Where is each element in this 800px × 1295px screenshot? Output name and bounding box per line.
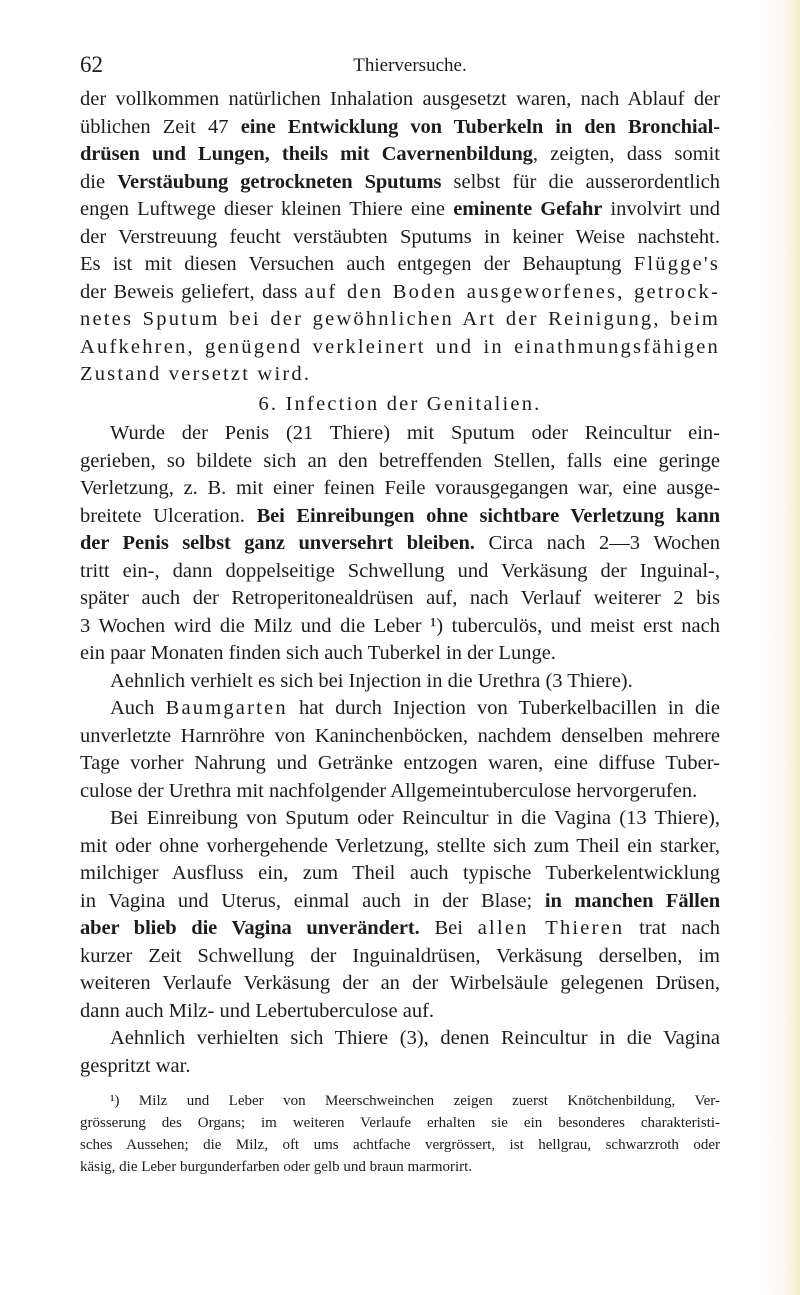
text-line <box>80 141 720 169</box>
text-line <box>80 169 720 197</box>
text-run: Aehnlich verhielt es sich bei Injection in die Urethra (3 Thiere). <box>110 669 633 692</box>
text-line <box>80 943 720 971</box>
section-heading-text: 6. Infection der Genitalien. <box>258 392 542 415</box>
text-run: milchiger Ausfluss ein, zum Theil auch typische Tuberkelentwicklung <box>80 862 720 884</box>
text-line <box>80 778 720 806</box>
emphasis-bold: Verstäubung getrockneten Sputums <box>117 170 442 193</box>
text-line <box>80 196 720 224</box>
text-run: Verletzung, z. B. mit einer feinen Feile vorausgegangen war, eine ausge- <box>80 477 720 499</box>
text-run: Bei <box>419 917 478 939</box>
emphasis-spaced: Aufkehren, genügend verkleinert und in einathmungsfähigen <box>80 335 720 358</box>
text-run: dann auch Milz- und Lebertuberculose auf. <box>80 999 435 1022</box>
text-line <box>80 668 720 696</box>
text-line <box>80 613 720 641</box>
text-run: Circa nach 2—3 Wochen <box>474 532 720 554</box>
text-line <box>80 86 720 114</box>
text-run: der vollkommen natürlichen Inhalation ausgesetzt waren, nach Ablauf der <box>80 88 720 110</box>
text-line <box>80 998 720 1026</box>
text-run: hat durch Injection von Tuberkelbacillen in die <box>287 697 720 719</box>
text-line <box>80 279 720 307</box>
text-line <box>80 334 720 362</box>
text-run: üblichen Zeit 47 <box>80 115 241 138</box>
text-run: unverletzte Harnröhre von Kaninchenböcken, nachdem denselben mehrere <box>80 724 720 747</box>
text-line <box>80 970 720 998</box>
text-line <box>80 860 720 888</box>
footnote-line: ¹) Milz und Leber von Meerschweinchen zeigen zuerst Knötchenbildung, Ver- <box>110 1093 720 1109</box>
text-line <box>80 723 720 751</box>
emphasis-spaced: auf den Boden ausgeworfenes, getrock- <box>304 280 720 303</box>
text-line <box>80 585 720 613</box>
emphasis-bold: aber blieb die Vagina unverändert. <box>80 917 420 939</box>
text-run: Aehnlich verhielten sich Thiere (3), denen Reincultur in die Vagina <box>110 1027 720 1049</box>
text-line <box>80 251 720 279</box>
text-run: , zeigten, dass somit <box>532 143 720 165</box>
text-line <box>80 530 720 558</box>
page-header <box>80 52 720 78</box>
text-line <box>80 888 720 916</box>
footnote-line: grösserung des Organs; im weiteren Verlaufe erhalten sie ein besonderes charakteristi- <box>80 1115 720 1131</box>
text-run: kurzer Zeit Schwellung der Inguinaldrüsen, Verkäsung derselben, im <box>80 944 720 967</box>
body-text <box>80 86 720 1178</box>
text-run: weiteren Verlaufe Verkäsung der an der Wirbelsäule gelegenen Drüsen, <box>80 972 720 994</box>
emphasis-spaced: netes Sputum bei der gewöhnlichen Art der Reinigung, beim <box>80 308 720 330</box>
emphasis-bold: eine Entwicklung von Tuberkeln in den Bronchial- <box>240 115 720 138</box>
text-line <box>80 503 720 531</box>
text-run: Wurde der Penis (21 Thiere) mit Sputum oder Reincultur ein- <box>110 422 720 444</box>
footnote-line: käsig, die Leber burgunderfarben oder gelb und braun marmorirt. <box>80 1159 473 1175</box>
emphasis-spaced: allen Thieren <box>477 917 625 939</box>
emphasis-bold: drüsen und Lungen, theils mit Cavernenbildung <box>80 143 533 165</box>
section-heading <box>80 391 720 419</box>
footnote-line: sches Aussehen; die Milz, oft ums achtfache vergrössert, ist hellgrau, schwarzroth oder <box>80 1137 720 1153</box>
text-line <box>80 695 720 723</box>
text-run: der Verstreuung feucht verstäubten Sputums in keiner Weise nachsteht. <box>80 225 720 248</box>
text-run: mit oder ohne vorhergehende Verletzung, stellte sich zum Theil ein starker, <box>80 834 720 857</box>
page-number: 62 <box>80 52 103 77</box>
text-run: in Vagina und Uterus, einmal auch in der Blase; <box>80 889 545 912</box>
text-line <box>80 1025 720 1053</box>
emphasis-bold: Bei Einreibungen ohne sichtbare Verletzung kann <box>256 504 720 527</box>
text-run: die <box>80 170 118 193</box>
emphasis-spaced: Zustand versetzt wird. <box>80 363 312 385</box>
emphasis-spaced: Flügge's <box>633 253 720 275</box>
emphasis-spaced: Baumgarten <box>165 697 288 719</box>
running-title: Thierversuche. <box>353 55 467 76</box>
text-line <box>80 420 720 448</box>
text-run: Tage vorher Nahrung und Getränke entzogen waren, eine diffuse Tuber- <box>80 752 720 774</box>
text-run: gerieben, so bildete sich an den betreffenden Stellen, falls eine geringe <box>80 449 720 472</box>
text-line <box>80 805 720 833</box>
emphasis-bold: der Penis selbst ganz unversehrt bleiben. <box>80 532 475 554</box>
text-run: selbst für die ausserordentlich <box>441 170 720 193</box>
text-run: gespritzt war. <box>80 1054 191 1077</box>
text-run: ein paar Monaten finden sich auch Tuberkel in der Lunge. <box>80 642 556 664</box>
text-line <box>80 448 720 476</box>
text-run: Bei Einreibung von Sputum oder Reincultur in die Vagina (13 Thiere), <box>110 807 720 829</box>
text-line <box>80 640 720 668</box>
emphasis-bold: eminente Gefahr <box>453 198 603 220</box>
text-line <box>80 475 720 503</box>
text-line <box>80 224 720 252</box>
text-run: trat nach <box>624 917 720 939</box>
text-line <box>80 915 720 943</box>
text-run: culose der Urethra mit nachfolgender Allgemeintuberculose hervorgerufen. <box>80 779 698 802</box>
text-run: später auch der Retroperitonealdrüsen auf, nach Verlauf weiterer 2 bis <box>80 587 720 609</box>
text-run: breitete Ulceration. <box>80 504 257 527</box>
text-line <box>80 558 720 586</box>
footnote <box>80 1090 720 1178</box>
text-run: involvirt und <box>602 198 720 220</box>
text-run: 3 Wochen wird die Milz und die Leber ¹) tuberculös, und meist erst nach <box>80 614 720 637</box>
text-run: der Beweis geliefert, dass <box>80 280 305 303</box>
text-run: tritt ein-, dann doppelseitige Schwellung und Verkäsung der Inguinal-, <box>80 559 720 582</box>
text-run: Es ist mit diesen Versuchen auch entgegen der Behauptung <box>80 253 634 275</box>
text-line <box>80 1053 720 1081</box>
text-line <box>80 306 720 334</box>
text-line <box>80 361 720 389</box>
emphasis-bold: in manchen Fällen <box>544 889 720 912</box>
text-run: Auch <box>110 697 166 719</box>
text-run: engen Luftwege dieser kleinen Thiere eine <box>80 198 454 220</box>
text-line <box>80 750 720 778</box>
text-line <box>80 114 720 142</box>
text-line <box>80 833 720 861</box>
